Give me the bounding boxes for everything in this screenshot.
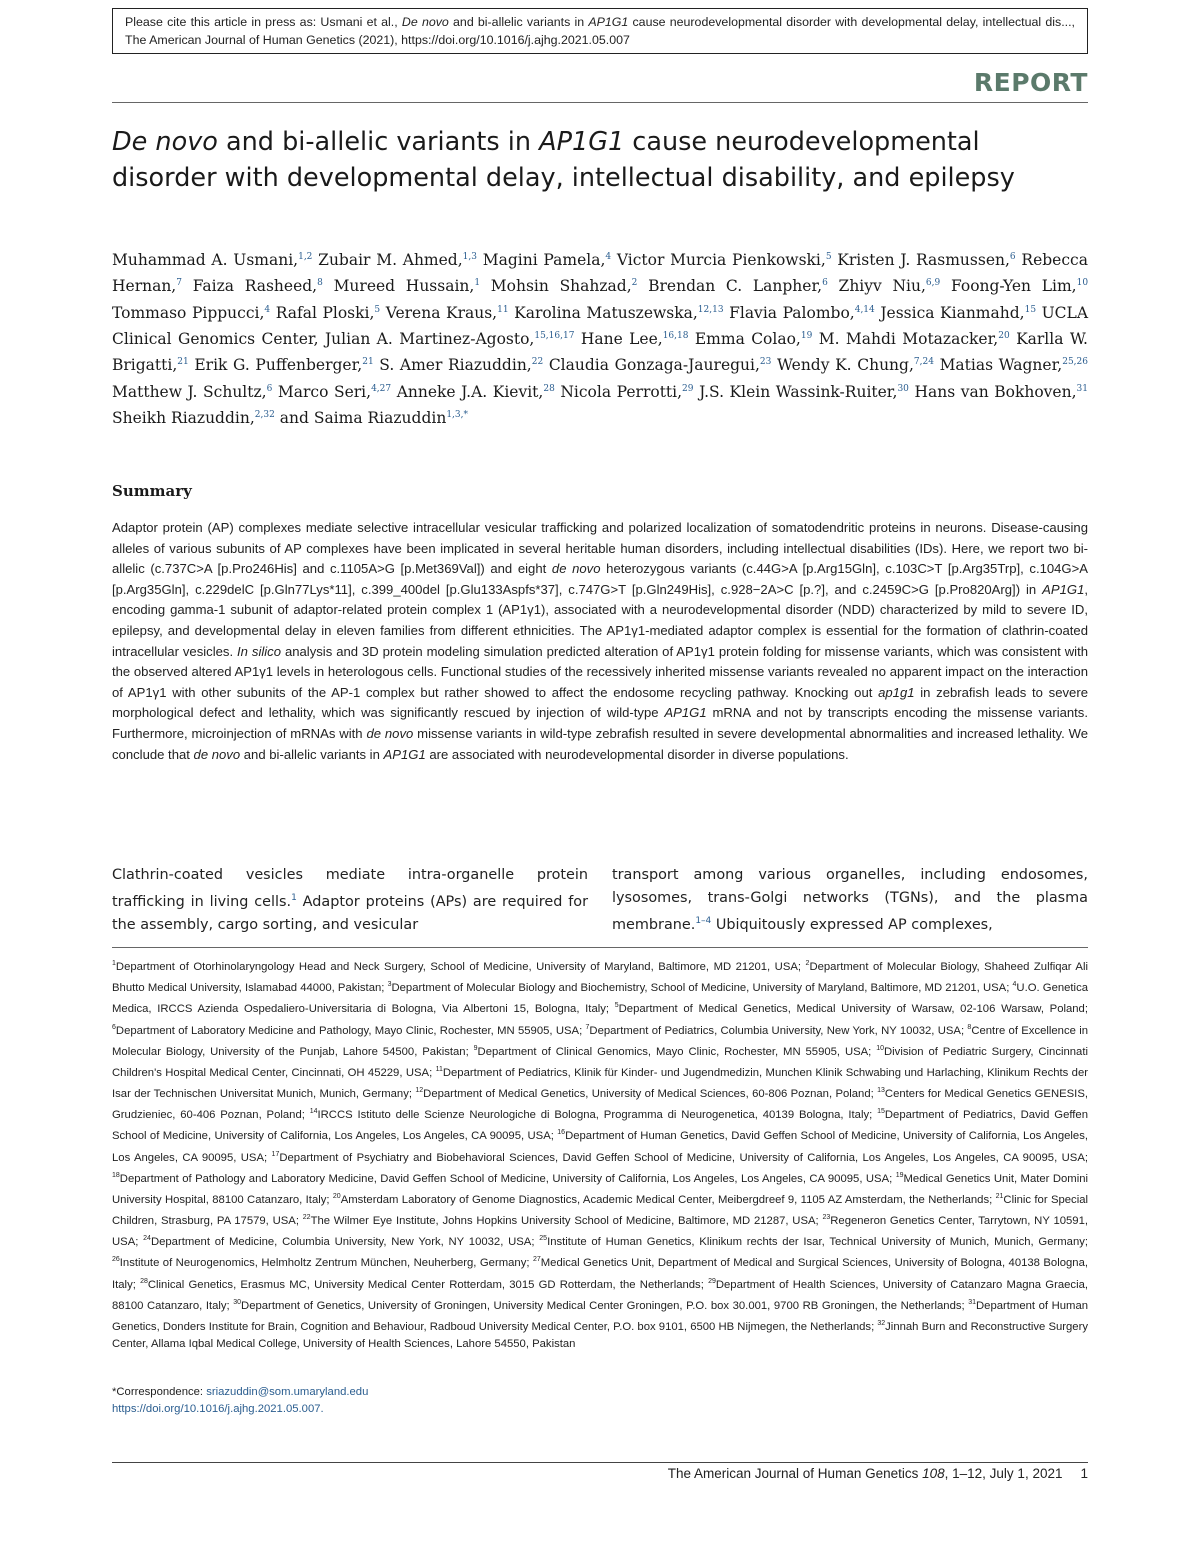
affiliation-number: 23 [822,1214,831,1222]
author-affiliation-ref[interactable]: 7,24 [913,357,934,368]
affiliation-text: Centers for Medical Genetics GENESIS, Grudzieniec, 60-406 Poznan, Poland; [112,1087,1088,1121]
affiliation-text: Regeneron Genetics Center, Tarrytown, NY 10591, USA; [112,1214,1088,1248]
author-name: Kristen J. Rasmussen, [837,251,1010,270]
summary-text: Adaptor protein (AP) complexes mediate selective intracellular vesicular trafficking and polarized localization of somatodendritic proteins in neurons. Disease-causing alleles of various subunits of AP complexes have been implicated in several heritable human disorders, including intellectual disabilities (IDs). Here, we report two bi-allelic (c.737C>A [p.Pro246His] and c.1105A>G [p.Met369Val]) and eight de novo heterozygous variants (c.44G>A [p.Arg15Gln], c.103C>T [p.Arg35Trp], c.104G>A [p.Arg35Gln], c.229delC [p.Gln77Lys*11], c.399_400del [p.Glu133Aspfs*37], c.747G>T [p.Gln249His], c.928−2A>C [p.?], and c.2459C>G [p.Pro820Arg]) in AP1G1, encoding gamma-1 subunit of adaptor-related protein complex 1 (AP1γ1), associated with a neurodevelopmental disorder (NDD) characterized by mild to severe ID, epilepsy, and developmental delay in eleven families from different ethnicities. The AP1γ1-mediated adaptor complex is essential for the formation of clathrin-coated intracellular vesicles. In silico analysis and 3D protein modeling simulation predicted alteration of AP1γ1 protein folding for missense variants, which was consistent with the observed altered AP1γ1 levels in heterologous cells. Functional studies of the recessively inherited missense variants revealed no apparent impact on the interaction of AP1γ1 with other subunits of the AP-1 complex but rather showed to affect the endosome recycling pathway. Knocking out ap1g1 in zebrafish leads to severe morphological defect and lethality, which was significantly rescued by injection of wild-type AP1G1 mRNA and not by transcripts encoding the missense variants. Furthermore, microinjection of mRNAs with de novo missense variants in wild-type zebrafish resulted in severe developmental abnormalities and increased lethality. We conclude that de novo and bi-allelic variants in AP1G1 are associated with neurodevelopmental disorder in diverse populations. [112,520,1089,762]
author-affiliation-ref[interactable]: 2,32 [254,410,275,421]
author-affiliation-ref[interactable]: 5 [825,252,832,262]
affiliation-text: Department of Health Sciences, University of Catanzaro Magna Graecia, 88100 Catanzaro, Italy; [112,1278,1088,1312]
cite-denovo: De novo [401,15,449,29]
affiliation-text: Department of Medicine, Columbia University, New York, NY 10032, USA; [150,1236,540,1248]
cite-suffix: cause neurodevelopmental disorder with developmental delay, intellectual dis..., The American Journal of Human Genetics (2021), https://doi.org/10.1016/j.ajhg.2021.05.007 [125,15,1075,47]
affiliation-text: Medical Genetics Unit, Department of Medical and Surgical Sciences, University of Bologna, 40138 Bologna, Italy; [112,1257,1088,1291]
intro-left-ref[interactable]: 1 [291,893,297,903]
affiliation-number: 16 [557,1129,566,1137]
title-gene: AP1G1 [539,127,625,157]
author-affiliation-ref[interactable]: 25,26 [1062,357,1088,368]
title-part2: cause neurodevelopmental disorder with developmental delay, intellectual disability, and epilepsy [112,127,1015,193]
author-affiliation-ref[interactable]: 30 [897,383,909,394]
affiliation-text: Department of Human Genetics, David Geffen School of Medicine, University of California, Los Angeles, Los Angeles, CA 90095, USA; [112,1130,1088,1164]
author-name: Zubair M. Ahmed, [318,251,463,270]
author-affiliation-ref[interactable]: 1,2 [298,252,313,262]
affiliation-text: Department of Medical Genetics, Medical University of Warsaw, 02-106 Warsaw, Poland; [618,1003,1088,1016]
author-affiliation-ref[interactable]: 22 [531,357,544,368]
citation-notice [112,8,1088,54]
affiliation-number: 14 [309,1108,318,1116]
affiliation-text: Department of Medical Genetics, University of Medical Sciences, 60-806 Poznan, Poland; [423,1087,878,1100]
author-name: M. Mahdi Motazacker, [818,330,999,349]
author-list [112,246,1088,431]
affiliation-text: Department of Otorhinolaryngology Head and Neck Surgery, School of Medicine, University of Maryland, Baltimore, MD 21201, USA; [115,960,806,973]
italic-term: de novo [366,725,414,741]
correspondence-label: *Correspondence: [112,1386,207,1398]
author-affiliation-ref[interactable]: 6 [1009,252,1016,262]
affiliation-text: Department of Pediatrics, Klinik für Kinder- und Jugendmedizin, Munchen Klinik Schwabing und Harlaching, Klinikum Rechts der Isar der Technischen Universitat Munich, Munich, Germany; [112,1066,1088,1100]
author-name: Foong-Yen Lim, [950,277,1077,296]
affiliation-number: 31 [968,1298,977,1306]
affiliation-number: 6 [112,1023,116,1031]
affiliation-number: 1 [112,960,116,967]
footer-volume: 108 [922,1466,945,1481]
doi-link[interactable]: https://doi.org/10.1016/j.ajhg.2021.05.007. [112,1403,324,1416]
title-part1: and bi-allelic variants in [217,127,540,157]
author-affiliation-ref[interactable]: 19 [800,331,813,342]
author-name: Jessica Kianmahd, [880,303,1025,322]
author-affiliation-ref[interactable]: 21 [362,357,374,368]
affiliation-number: 11 [435,1065,443,1073]
author-name: S. Amer Riazuddin, [379,356,532,375]
affiliation-number: 19 [895,1171,904,1179]
author-name: Rafal Ploski, [275,303,375,322]
intro-column-right [612,864,1088,937]
title-denovo: De novo [112,127,218,157]
author-affiliation-ref[interactable]: 28 [543,383,555,394]
author-name: and Saima Riazuddin [279,409,447,428]
intro-left-b: Adaptor proteins (APs) are required for the assembly, cargo sorting, and vesicular [112,893,588,933]
affiliation-number: 10 [876,1044,885,1052]
author-affiliation-ref[interactable]: 16,18 [662,331,689,342]
author-name: Muhammad A. Usmani, [112,251,299,270]
author-name: Brendan C. Lanpher, [648,277,823,296]
author-affiliation-ref[interactable]: 4,27 [371,383,392,394]
author-affiliation-ref[interactable]: 31 [1076,383,1088,394]
author-affiliation-ref[interactable]: 11 [497,304,509,315]
affiliation-text: Department of Human Genetics, Donders Institute for Brain, Cognition and Behaviour, Radboud University Medical Center, P.O. box 9101, 6500 HB Nijmegen, the Netherlands; [112,1299,1089,1333]
affiliation-number: 27 [532,1256,541,1264]
author-affiliation-ref[interactable]: 10 [1076,278,1089,289]
author-name: Karolina Matuszewska, [514,303,698,322]
affiliation-number: 15 [877,1108,885,1116]
cite-mid: and bi-allelic variants in [448,15,589,29]
author-affiliation-ref[interactable]: 4,14 [854,304,875,315]
affiliation-text: The Wilmer Eye Institute, Johns Hopkins University School of Medicine, Baltimore, MD 21287, USA; [310,1214,823,1227]
correspondence [112,1384,1088,1419]
affiliation-number: 4 [1012,981,1017,989]
author-affiliation-ref[interactable]: 4 [605,252,612,262]
intro-right-b: Ubiquitously expressed AP complexes, [711,916,993,933]
author-affiliation-ref[interactable]: 1 [474,278,481,289]
affiliation-text: Amsterdam Laboratory of Genome Diagnostics, Academic Medical Center, Meibergdreef 9, 1105 AZ Amsterdam, the Netherlands; [340,1193,996,1206]
author-name: Rebecca Hernan, [112,251,1088,296]
affiliation-text: Department of Pathology and Laboratory Medicine, David Geffen School of Medicine, University of California, Los Angeles, Los Angeles, CA 90095, USA; [119,1172,896,1185]
author-affiliation-ref[interactable]: 1,3,* [446,410,468,421]
affiliation-text: Centre of Excellence in Molecular Biology, University of the Punjab, Lahore 54500, Pakistan; [112,1024,1089,1058]
author-name: Faiza Rasheed, [192,277,318,296]
affiliation-number: 2 [805,960,810,967]
author-name: Sheikh Riazuddin, [112,409,255,428]
affiliation-number: 9 [473,1044,478,1052]
author-name: Nicola Perrotti, [560,382,683,401]
author-name: Matthew J. Schultz, [112,382,267,401]
affiliation-text: Clinical Genetics, Erasmus MC, University Medical Center Rotterdam, 3015 GD Rotterdam, the Netherlands; [147,1278,709,1291]
author-affiliation-ref[interactable]: 20 [998,331,1010,342]
italic-term: de novo [551,561,601,577]
author-name: Erik G. Puffenberger, [194,356,363,375]
affiliation-text: Department of Pediatrics, Columbia University, New York, NY 10032, USA; [589,1024,968,1037]
footer-rest: , 1–12, July 1, 2021 [944,1466,1063,1481]
cite-prefix: Please cite this article in press as: Usmani et al., [125,15,402,29]
author-name: Emma Colao, [694,330,801,349]
affiliation-number: 22 [302,1214,311,1222]
intro-column-left [112,864,588,937]
affiliation-text: Department of Molecular Biology, Shaheed Zulfiqar Ali Bhutto Medical University, Islamabad 44000, Pakistan; [112,960,1088,994]
author-affiliation-ref[interactable]: 6,9 [925,278,941,289]
italic-term: In silico [237,643,282,659]
author-affiliation-ref[interactable]: 1,3 [462,252,477,262]
italic-term: AP1G1 [383,746,426,762]
author-name: Anneke J.A. Kievit, [396,382,544,401]
cite-gene: AP1G1 [588,15,629,29]
intro-right-ref[interactable]: 1–4 [695,916,712,926]
affiliation-number: 21 [995,1192,1004,1200]
affiliation-text: IRCCS Istituto delle Scienze Neurologiche di Bologna, Programma di Neurogenetica, 40139 Bologna, Italy; [317,1108,878,1121]
author-name: Claudia Gonzaga-Jauregui, [548,356,760,375]
affiliation-text: Division of Pediatric Surgery, Cincinnati Children's Hospital Medical Center, Cincinnati, OH 45229, USA; [112,1045,1088,1079]
affiliations [112,955,1088,1354]
author-name: Verena Kraus, [385,303,498,322]
intro-left-a: Clathrin-coated vesicles mediate intra-organelle protein trafficking in living cells. [112,867,588,910]
article-title [112,124,1088,196]
affiliation-text: Clinic for Special Children, Strasburg, PA 17579, USA; [112,1193,1089,1227]
author-affiliation-ref[interactable]: 8 [317,278,323,289]
footer-rule [112,1462,1088,1463]
affiliation-text: Department of Pediatrics, David Geffen School of Medicine, University of California, Los Angeles, Los Angeles, CA 90095, USA; [112,1108,1089,1143]
affiliation-number: 24 [143,1235,151,1243]
affiliation-text: Department of Molecular Biology and Biochemistry, School of Medicine, University of Maryland, Baltimore, MD 21201, USA; [391,981,1013,994]
affiliation-number: 25 [539,1235,548,1243]
affiliation-text: Institute of Human Genetics, Klinikum rechts der Isar, Technical University of Munich, Munich, Germany; [547,1236,1089,1248]
author-name: Hane Lee, [580,330,663,349]
affiliation-text: Department of Genetics, University of Groningen, University Medical Center Groningen, P.O. box 30.001, 9700 RB Groningen, the Netherlands; [241,1299,969,1312]
affiliation-text: Institute of Neurogenomics, Helmholtz Zentrum München, Neuherberg, Germany; [119,1257,533,1270]
affiliation-number: 8 [967,1023,972,1031]
author-affiliation-ref[interactable]: 21 [177,357,189,368]
author-affiliation-ref[interactable]: 15,16,17 [534,331,575,342]
affiliation-number: 28 [140,1277,148,1285]
author-name: J.S. Klein Wassink-Ruiter, [699,382,898,401]
affiliation-number: 32 [877,1319,886,1327]
summary-heading: Summary [112,482,192,500]
author-name: Mureed Hussain, [333,277,475,296]
affiliation-number: 17 [271,1150,280,1158]
affiliation-number: 20 [332,1192,341,1200]
author-name: Mohsin Shahzad, [490,277,632,296]
author-name: UCLA Clinical Genomics Center, Julian A. Martinez-Agosto, [112,303,1089,349]
author-name: Wendy K. Chung, [776,356,914,375]
affiliations-rule [112,947,1088,948]
affiliation-text: Jinnah Burn and Reconstructive Surgery Center, Allama Iqbal Medical College, University of Health Sciences, Lahore 54550, Pakistan [112,1320,1088,1351]
author-affiliation-ref[interactable]: 2 [631,278,638,289]
italic-term: AP1G1 [1042,581,1085,597]
page-footer [668,1466,1088,1481]
footer-journal: The American Journal of Human Genetics [667,1466,923,1481]
affiliation-number: 29 [708,1277,716,1285]
author-affiliation-ref[interactable]: 6 [822,278,828,289]
author-affiliation-ref[interactable]: 6 [266,383,273,394]
author-affiliation-ref[interactable]: 15 [1024,304,1037,315]
report-label: REPORT [973,68,1088,97]
affiliation-number: 30 [233,1298,242,1306]
author-name: Tommaso Pippucci, [112,303,265,322]
author-affiliation-ref[interactable]: 12,13 [697,304,724,315]
author-affiliation-ref[interactable]: 29 [682,383,694,394]
correspondence-email[interactable]: sriazuddin@som.umaryland.edu [206,1386,369,1398]
author-name: Flavia Palombo, [729,303,855,322]
affiliation-text: Department of Psychiatry and Biobehavioral Sciences, David Geffen School of Medicine, University of California, Los Angeles, Los Angeles, CA 90095, USA; [279,1151,1088,1164]
affiliation-number: 26 [112,1256,120,1264]
affiliation-number: 13 [877,1087,885,1095]
author-name: Hans van Bokhoven, [914,382,1077,401]
author-affiliation-ref[interactable]: 7 [176,278,182,289]
affiliation-text: Medical Genetics Unit, Mater Domini University Hospital, 88100 Catanzaro, Italy; [112,1172,1089,1206]
author-name: Marco Seri, [277,382,372,401]
author-affiliation-ref[interactable]: 5 [374,304,381,315]
affiliation-number: 7 [585,1023,590,1031]
header-rule [112,102,1088,103]
author-name: Victor Murcia Pienkowski, [616,251,826,270]
affiliation-number: 12 [415,1087,424,1095]
affiliation-number: 5 [614,1002,619,1010]
author-name: Magini Pamela, [482,251,606,270]
affiliation-text: Department of Laboratory Medicine and Pathology, Mayo Clinic, Rochester, MN 55905, USA; [115,1024,586,1037]
author-affiliation-ref[interactable]: 4 [264,304,271,315]
affiliation-text: Department of Clinical Genomics, Mayo Clinic, Rochester, MN 55905, USA; [477,1045,877,1058]
italic-term: de novo [193,746,241,762]
author-name: Zhiyv Niu, [838,277,926,296]
italic-term: AP1G1 [664,705,707,721]
affiliation-text: U.O. Genetica Medica, IRCCS Azienda Ospedaliero-Universitaria di Bologna, Via Albertoni 15, Bologna, Italy; [112,981,1088,1016]
affiliation-number: 18 [112,1171,120,1179]
author-name: Matias Wagner, [939,356,1063,375]
affiliation-number: 3 [387,981,392,989]
italic-term: ap1g1 [878,684,915,700]
intro-right-a: transport among various organelles, including endosomes, lysosomes, trans-Golgi networks (TGNs), and the plasma membrane. [612,867,1088,933]
page-number: 1 [1080,1466,1088,1481]
author-affiliation-ref[interactable]: 23 [759,357,772,368]
author-name: Karlla W. Brigatti, [112,330,1088,375]
